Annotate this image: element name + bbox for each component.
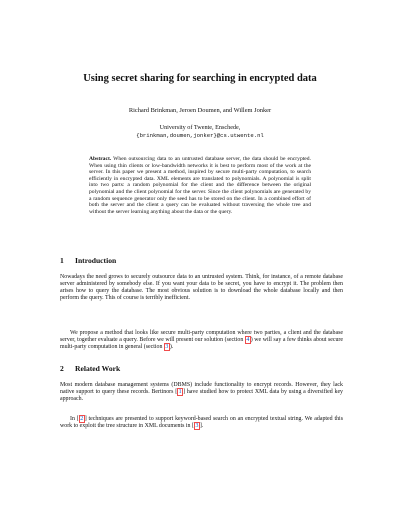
paper-authors: Richard Brinkman, Jeroen Doumen, and Willem Jonker [128, 107, 272, 114]
abstract [89, 156, 311, 215]
section-heading-introduction [60, 256, 116, 265]
related-work-paragraph-2: In [ 2 ] techniques are presented to support keyword-based search on an encrypted textual string. We adapted this work to exploit the tree structure in XML documents in [ 3 ]. [60, 416, 343, 430]
introduction-paragraph-2 [60, 330, 343, 351]
abstract-label: Abstract. [89, 156, 112, 162]
section-title: Related Work [75, 364, 121, 373]
text-fragment: . [201, 423, 204, 430]
section-number: 2 [60, 364, 64, 373]
text-fragment: Most modern database management systems (DBMS) include functionality to encrypt records. However, they lack native support to query these records. Bertinors [60, 382, 343, 396]
citation-link[interactable]: 3 [195, 423, 199, 430]
text-fragment: In [70, 416, 77, 422]
text-fragment: techniques are presented to support keyword-based search on an encrypted textual string. We adapted this work to exploit the tree structure in XML documents in [60, 416, 343, 430]
citation-link[interactable]: 1 [178, 389, 182, 396]
text-fragment: We propose a method that looks like secure multi-party computation where two parties, a client and the database server, together evaluate a query. Before we will present our solution (section [60, 330, 343, 344]
section-reference-link[interactable]: 4 [246, 337, 250, 344]
related-work-paragraph-1: Most modern database management systems (DBMS) include functionality to encrypt records. However, they lack native support to query these records. Bertinors [ 1 ] have studied how to protect XML data by using a diversified key approach. [60, 382, 343, 403]
section-heading-related-work [60, 364, 120, 373]
section-title: Introduction [75, 256, 117, 265]
citation-link[interactable]: 2 [80, 416, 84, 422]
paper-title: Using secret sharing for searching in encrypted data [83, 73, 317, 84]
abstract-text: When outsourcing data to an untrusted database server, the data should be encrypted. When using thin clients or low-bandwidth networks it is best to perform most of the work at the server. In this paper we present a method, inspired by secure multi-party computation, to search efficiently in encrypted data. XML elements are translated to polynomials. A polynomial is split into two parts: a random polynomial for the client and the difference between the original polynomial and the client polynomial for the server. Since the client polynomials are generated by a random sequence generator only the seed has to be stored on the client. In a combined effort of both the server and the client a query can be evaluated without traversing the whole tree and without the server learning anything about the data or the query. [89, 156, 311, 215]
section-number: 1 [60, 256, 64, 265]
introduction-paragraph-1: Nowadays the need grows to securely outsource data to an untrusted system. Think, for instance, of a remote database server administered by somebody else. If you want your data to be secret, you have to encrypt it. The problem then arises how to query the database. The most obvious solution is to download the whole database locally and then perform the query. This of course is terribly inefficient. [60, 274, 343, 302]
section-reference-link[interactable]: 3 [165, 344, 169, 351]
paper-email: {brinkman,doumen,jonker}@cs.utwente.nl [136, 132, 264, 139]
paper-affiliation: University of Twente, Enschede, [159, 124, 241, 131]
text-fragment: ) we will say a few thinks about secure multi-party computation in general (section [60, 337, 344, 351]
text-fragment: have studied how to protect XML data by using a diversified key approach. [60, 389, 343, 403]
text-fragment: ). [169, 344, 174, 351]
